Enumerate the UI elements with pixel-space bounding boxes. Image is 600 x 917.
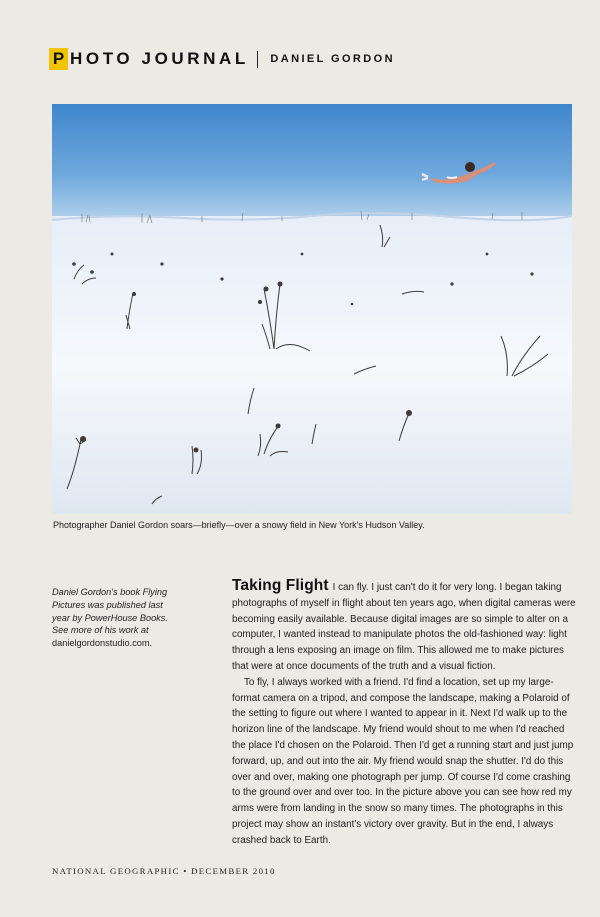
paragraph-1	[232, 578, 577, 675]
book-note	[52, 586, 182, 650]
snow-field	[52, 216, 572, 514]
section-header	[49, 48, 395, 70]
section-initial: P	[49, 48, 68, 70]
author-name: DANIEL GORDON	[270, 53, 395, 65]
page-footer: NATIONAL GEOGRAPHIC • DECEMBER 2010	[52, 866, 276, 876]
article-body	[232, 578, 577, 849]
section-title: HOTO JOURNAL	[70, 49, 249, 68]
header-divider	[257, 51, 259, 68]
paragraph-2: To fly, I always worked with a friend. I'd find a location, set up my large-format camera on a tripod, and compose the landscape, making a Polaroid of the setting to figure out where I wanted to appear in it. Next I'd walk up to the horizon line of the landscape. My friend would shout to me when I'd reached the place I'd chosen on the Polaroid. Then I'd get a running start and just jump forward, up, and out into the air. My friend would snap the shutter. I'd do this over and over, making one photograph per jump. Of course I'd come crashing to the ground over and over too. In the picture above you can see how red my arms were from landing in the snow so many times. The photographs in this project may show an instant's victory over gravity. But in the end, I always crashed back to Earth.	[232, 676, 574, 846]
feature-photo	[52, 104, 572, 514]
photo-caption: Photographer Daniel Gordon soars—briefly—over a snowy field in New York's Hudson Valley.	[53, 520, 425, 530]
snow-field-photo	[52, 104, 572, 514]
article-headline: Taking Flight	[232, 577, 329, 594]
paragraph-1-text: I can fly. I just can't do it for very long. I began taking photographs of myself in flight about ten years ago, when digital cameras were becoming easily available. Because digital images are so simple to alter on a computer, I wanted instead to manipulate photos the old-fashioned way: light through a lens exposing an image on film. This allowed me to make pictures that were at once documents of the truth and a visual fiction.	[232, 582, 576, 672]
website-link[interactable]: danielgordonstudio.com.	[52, 638, 153, 649]
book-note-text: Daniel Gordon's book Flying Pictures was published last year by PowerHouse Books. See more of his work at	[52, 587, 168, 636]
